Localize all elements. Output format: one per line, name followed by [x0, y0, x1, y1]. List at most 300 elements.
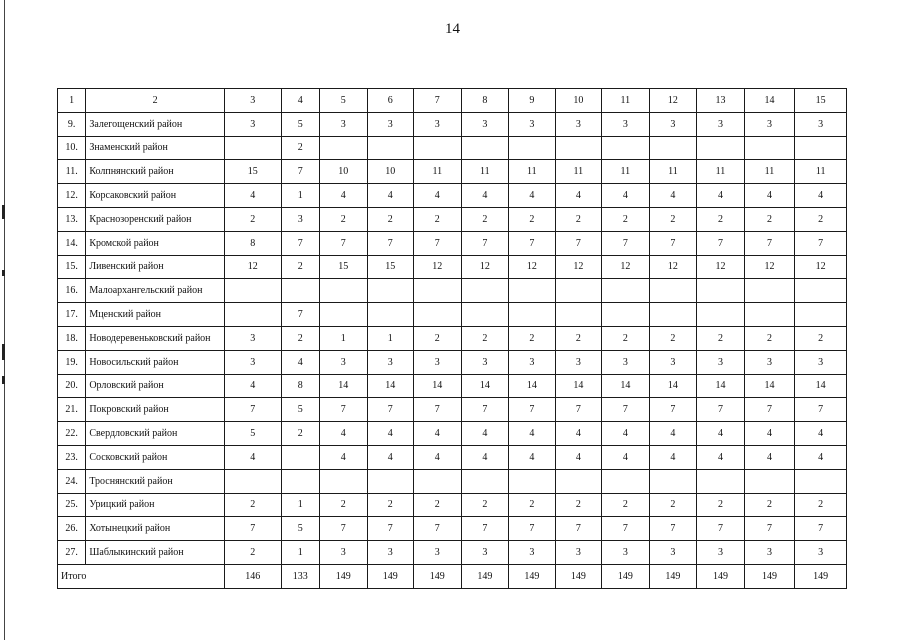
- value-cell: 7: [795, 398, 847, 422]
- value-cell: 4: [367, 422, 414, 446]
- value-cell: 7: [509, 517, 556, 541]
- row-number: 17.: [58, 303, 86, 327]
- value-cell: [649, 303, 697, 327]
- value-cell: 4: [414, 445, 462, 469]
- value-cell: 1: [281, 493, 319, 517]
- value-cell: [555, 136, 602, 160]
- district-name: Новодеревеньковский район: [86, 326, 225, 350]
- value-cell: 7: [509, 398, 556, 422]
- value-cell: 2: [555, 326, 602, 350]
- value-cell: 2: [697, 493, 745, 517]
- total-value: 149: [319, 564, 367, 588]
- value-cell: [224, 279, 281, 303]
- value-cell: 4: [319, 445, 367, 469]
- value-cell: 7: [555, 398, 602, 422]
- value-cell: 7: [414, 398, 462, 422]
- header-cell: 5: [319, 89, 367, 113]
- value-cell: 1: [319, 326, 367, 350]
- district-table: [57, 88, 847, 589]
- value-cell: 14: [461, 374, 509, 398]
- district-name: Орловский район: [86, 374, 225, 398]
- value-cell: [367, 279, 414, 303]
- margin-mark: [2, 270, 5, 276]
- value-cell: 2: [509, 493, 556, 517]
- value-cell: 7: [744, 231, 795, 255]
- value-cell: 4: [319, 184, 367, 208]
- value-cell: 3: [744, 541, 795, 565]
- header-cell: 7: [414, 89, 462, 113]
- value-cell: [461, 303, 509, 327]
- value-cell: 7: [697, 398, 745, 422]
- value-cell: 10: [319, 160, 367, 184]
- value-cell: 11: [509, 160, 556, 184]
- value-cell: 11: [461, 160, 509, 184]
- row-number: 16.: [58, 279, 86, 303]
- value-cell: [795, 279, 847, 303]
- value-cell: 4: [744, 445, 795, 469]
- table-row: [58, 136, 847, 160]
- value-cell: [414, 303, 462, 327]
- table-row: [58, 326, 847, 350]
- table-row: [58, 422, 847, 446]
- district-name: Малоархангельский район: [86, 279, 225, 303]
- value-cell: 3: [319, 350, 367, 374]
- value-cell: 7: [649, 231, 697, 255]
- value-cell: [509, 469, 556, 493]
- value-cell: 14: [697, 374, 745, 398]
- total-value: 149: [367, 564, 414, 588]
- value-cell: [509, 136, 556, 160]
- value-cell: [509, 279, 556, 303]
- value-cell: [649, 469, 697, 493]
- value-cell: 4: [649, 422, 697, 446]
- value-cell: 2: [795, 207, 847, 231]
- header-cell: 4: [281, 89, 319, 113]
- value-cell: 4: [224, 445, 281, 469]
- row-number: 11.: [58, 160, 86, 184]
- value-cell: 15: [367, 255, 414, 279]
- value-cell: [319, 469, 367, 493]
- value-cell: 3: [649, 112, 697, 136]
- value-cell: 7: [319, 517, 367, 541]
- value-cell: 3: [224, 112, 281, 136]
- value-cell: 7: [744, 398, 795, 422]
- value-cell: 14: [602, 374, 650, 398]
- value-cell: 2: [224, 541, 281, 565]
- value-cell: 7: [367, 517, 414, 541]
- row-number: 18.: [58, 326, 86, 350]
- value-cell: [697, 279, 745, 303]
- total-value: 149: [744, 564, 795, 588]
- value-cell: 4: [555, 184, 602, 208]
- value-cell: 2: [414, 493, 462, 517]
- value-cell: 4: [319, 422, 367, 446]
- value-cell: 2: [367, 207, 414, 231]
- value-cell: 4: [795, 184, 847, 208]
- table-row: [58, 279, 847, 303]
- value-cell: 2: [224, 493, 281, 517]
- header-cell: 1: [58, 89, 86, 113]
- value-cell: [649, 136, 697, 160]
- value-cell: 4: [509, 184, 556, 208]
- district-name: Свердловский район: [86, 422, 225, 446]
- row-number: 26.: [58, 517, 86, 541]
- value-cell: 12: [795, 255, 847, 279]
- value-cell: 7: [555, 231, 602, 255]
- row-number: 9.: [58, 112, 86, 136]
- value-cell: 7: [602, 398, 650, 422]
- row-number: 24.: [58, 469, 86, 493]
- value-cell: 15: [224, 160, 281, 184]
- district-name: Хотынецкий район: [86, 517, 225, 541]
- value-cell: 4: [414, 184, 462, 208]
- value-cell: [367, 469, 414, 493]
- value-cell: 4: [224, 374, 281, 398]
- value-cell: 4: [697, 422, 745, 446]
- value-cell: [414, 136, 462, 160]
- value-cell: 5: [281, 398, 319, 422]
- district-name: Троснянский район: [86, 469, 225, 493]
- value-cell: 3: [367, 350, 414, 374]
- value-cell: 2: [281, 255, 319, 279]
- table-row: [58, 469, 847, 493]
- value-cell: 3: [744, 350, 795, 374]
- value-cell: 14: [414, 374, 462, 398]
- district-name: Сосковский район: [86, 445, 225, 469]
- district-name: Покровский район: [86, 398, 225, 422]
- value-cell: [414, 469, 462, 493]
- header-cell: 8: [461, 89, 509, 113]
- total-value: 149: [509, 564, 556, 588]
- value-cell: [509, 303, 556, 327]
- value-cell: 3: [461, 541, 509, 565]
- value-cell: 3: [281, 207, 319, 231]
- value-cell: [744, 303, 795, 327]
- row-number: 12.: [58, 184, 86, 208]
- value-cell: 2: [649, 207, 697, 231]
- value-cell: [414, 279, 462, 303]
- table-row: [58, 112, 847, 136]
- row-number: 21.: [58, 398, 86, 422]
- table-row: [58, 207, 847, 231]
- value-cell: [281, 445, 319, 469]
- value-cell: 4: [649, 184, 697, 208]
- value-cell: 2: [281, 326, 319, 350]
- value-cell: 12: [509, 255, 556, 279]
- value-cell: 4: [795, 445, 847, 469]
- page-number: 14: [445, 21, 460, 37]
- value-cell: [555, 469, 602, 493]
- value-cell: 3: [697, 541, 745, 565]
- value-cell: 3: [555, 350, 602, 374]
- value-cell: 3: [602, 541, 650, 565]
- row-number: 15.: [58, 255, 86, 279]
- value-cell: 3: [414, 350, 462, 374]
- total-value: 149: [795, 564, 847, 588]
- value-cell: 15: [319, 255, 367, 279]
- value-cell: 2: [649, 493, 697, 517]
- value-cell: 7: [414, 517, 462, 541]
- value-cell: 3: [224, 326, 281, 350]
- value-cell: 12: [602, 255, 650, 279]
- value-cell: 3: [414, 112, 462, 136]
- value-cell: 4: [509, 445, 556, 469]
- value-cell: 11: [795, 160, 847, 184]
- header-cell: 14: [744, 89, 795, 113]
- table-row: [58, 517, 847, 541]
- value-cell: 12: [697, 255, 745, 279]
- value-cell: 2: [414, 326, 462, 350]
- value-cell: [602, 469, 650, 493]
- header-row: [58, 89, 847, 113]
- value-cell: 5: [281, 517, 319, 541]
- value-cell: 2: [697, 326, 745, 350]
- value-cell: 3: [509, 112, 556, 136]
- value-cell: 3: [555, 541, 602, 565]
- table-row: [58, 184, 847, 208]
- value-cell: 7: [744, 517, 795, 541]
- value-cell: 7: [461, 517, 509, 541]
- table-row: [58, 231, 847, 255]
- value-cell: 2: [509, 207, 556, 231]
- value-cell: 4: [602, 184, 650, 208]
- value-cell: 12: [461, 255, 509, 279]
- value-cell: [697, 303, 745, 327]
- value-cell: 7: [281, 160, 319, 184]
- value-cell: 12: [224, 255, 281, 279]
- value-cell: 4: [509, 422, 556, 446]
- value-cell: 2: [795, 326, 847, 350]
- value-cell: 2: [319, 207, 367, 231]
- value-cell: 7: [697, 231, 745, 255]
- district-name: Залегощенский район: [86, 112, 225, 136]
- value-cell: [224, 303, 281, 327]
- value-cell: [795, 469, 847, 493]
- table-row: [58, 160, 847, 184]
- district-name: Знаменский район: [86, 136, 225, 160]
- total-value: 149: [602, 564, 650, 588]
- district-name: Урицкий район: [86, 493, 225, 517]
- margin-mark: [2, 376, 5, 384]
- value-cell: 7: [697, 517, 745, 541]
- value-cell: [795, 136, 847, 160]
- value-cell: 12: [555, 255, 602, 279]
- value-cell: 7: [281, 303, 319, 327]
- value-cell: 7: [461, 398, 509, 422]
- value-cell: [649, 279, 697, 303]
- value-cell: 2: [555, 493, 602, 517]
- total-value: 149: [649, 564, 697, 588]
- left-margin-line: [4, 0, 5, 640]
- value-cell: 2: [461, 207, 509, 231]
- header-cell: 15: [795, 89, 847, 113]
- value-cell: 3: [697, 112, 745, 136]
- value-cell: 14: [744, 374, 795, 398]
- value-cell: 7: [509, 231, 556, 255]
- total-value: 149: [461, 564, 509, 588]
- value-cell: 4: [697, 184, 745, 208]
- value-cell: [697, 136, 745, 160]
- value-cell: 4: [414, 422, 462, 446]
- total-value: 149: [555, 564, 602, 588]
- value-cell: 7: [795, 231, 847, 255]
- value-cell: 2: [281, 422, 319, 446]
- value-cell: 4: [367, 184, 414, 208]
- value-cell: 4: [649, 445, 697, 469]
- value-cell: 3: [795, 541, 847, 565]
- value-cell: 3: [461, 350, 509, 374]
- value-cell: 4: [744, 422, 795, 446]
- value-cell: 14: [555, 374, 602, 398]
- value-cell: 3: [367, 541, 414, 565]
- value-cell: [367, 303, 414, 327]
- total-value: 133: [281, 564, 319, 588]
- table-row: [58, 398, 847, 422]
- value-cell: [744, 279, 795, 303]
- value-cell: 3: [414, 541, 462, 565]
- value-cell: 4: [224, 184, 281, 208]
- table-row: [58, 445, 847, 469]
- value-cell: 14: [367, 374, 414, 398]
- district-name: Кромской район: [86, 231, 225, 255]
- value-cell: [367, 136, 414, 160]
- value-cell: 2: [602, 326, 650, 350]
- table-body: [58, 89, 847, 589]
- row-number: 10.: [58, 136, 86, 160]
- value-cell: [281, 279, 319, 303]
- value-cell: 14: [795, 374, 847, 398]
- table-row: [58, 493, 847, 517]
- row-number: 23.: [58, 445, 86, 469]
- value-cell: 11: [414, 160, 462, 184]
- value-cell: 3: [319, 112, 367, 136]
- district-name: Краснозоренский район: [86, 207, 225, 231]
- value-cell: 3: [744, 112, 795, 136]
- value-cell: 7: [319, 231, 367, 255]
- value-cell: [281, 469, 319, 493]
- district-name: Мценский район: [86, 303, 225, 327]
- value-cell: 1: [367, 326, 414, 350]
- value-cell: 3: [367, 112, 414, 136]
- value-cell: 7: [649, 398, 697, 422]
- value-cell: 2: [461, 326, 509, 350]
- header-cell: 2: [86, 89, 225, 113]
- table-row: [58, 374, 847, 398]
- value-cell: [555, 303, 602, 327]
- row-number: 22.: [58, 422, 86, 446]
- value-cell: 8: [224, 231, 281, 255]
- value-cell: 7: [649, 517, 697, 541]
- value-cell: 14: [509, 374, 556, 398]
- value-cell: 7: [461, 231, 509, 255]
- value-cell: 11: [602, 160, 650, 184]
- value-cell: 2: [509, 326, 556, 350]
- value-cell: 5: [224, 422, 281, 446]
- row-number: 19.: [58, 350, 86, 374]
- district-name: Новосильский район: [86, 350, 225, 374]
- total-row: [58, 564, 847, 588]
- value-cell: 8: [281, 374, 319, 398]
- value-cell: [795, 303, 847, 327]
- value-cell: 7: [367, 231, 414, 255]
- district-name: Корсаковский район: [86, 184, 225, 208]
- row-number: 14.: [58, 231, 86, 255]
- value-cell: [744, 469, 795, 493]
- value-cell: 7: [414, 231, 462, 255]
- value-cell: 3: [602, 350, 650, 374]
- margin-mark: [2, 205, 5, 219]
- value-cell: [461, 279, 509, 303]
- value-cell: 11: [697, 160, 745, 184]
- value-cell: [602, 303, 650, 327]
- value-cell: 4: [367, 445, 414, 469]
- value-cell: 4: [795, 422, 847, 446]
- value-cell: 2: [649, 326, 697, 350]
- value-cell: 2: [414, 207, 462, 231]
- total-value: 146: [224, 564, 281, 588]
- margin-mark: [2, 344, 5, 360]
- row-number: 27.: [58, 541, 86, 565]
- header-cell: 6: [367, 89, 414, 113]
- value-cell: 7: [367, 398, 414, 422]
- value-cell: 2: [602, 493, 650, 517]
- value-cell: 2: [461, 493, 509, 517]
- value-cell: [461, 469, 509, 493]
- value-cell: 2: [602, 207, 650, 231]
- total-label: Итого: [58, 564, 225, 588]
- value-cell: 4: [602, 422, 650, 446]
- value-cell: [319, 303, 367, 327]
- value-cell: 1: [281, 184, 319, 208]
- value-cell: 5: [281, 112, 319, 136]
- value-cell: 4: [281, 350, 319, 374]
- value-cell: [224, 469, 281, 493]
- district-name: Ливенский район: [86, 255, 225, 279]
- value-cell: 14: [649, 374, 697, 398]
- value-cell: 3: [509, 350, 556, 374]
- value-cell: 3: [602, 112, 650, 136]
- value-cell: 10: [367, 160, 414, 184]
- total-value: 149: [414, 564, 462, 588]
- value-cell: [697, 469, 745, 493]
- table-row: [58, 255, 847, 279]
- value-cell: 7: [602, 231, 650, 255]
- value-cell: 2: [319, 493, 367, 517]
- value-cell: 3: [461, 112, 509, 136]
- value-cell: 7: [281, 231, 319, 255]
- header-cell: 11: [602, 89, 650, 113]
- value-cell: 4: [555, 445, 602, 469]
- value-cell: 2: [555, 207, 602, 231]
- value-cell: 4: [697, 445, 745, 469]
- value-cell: 3: [795, 112, 847, 136]
- value-cell: 3: [649, 541, 697, 565]
- district-name: Колпнянский район: [86, 160, 225, 184]
- value-cell: 3: [649, 350, 697, 374]
- value-cell: 12: [744, 255, 795, 279]
- value-cell: 11: [744, 160, 795, 184]
- value-cell: 3: [224, 350, 281, 374]
- value-cell: 2: [367, 493, 414, 517]
- value-cell: 2: [744, 207, 795, 231]
- header-cell: 9: [509, 89, 556, 113]
- value-cell: [319, 279, 367, 303]
- value-cell: 3: [795, 350, 847, 374]
- value-cell: [461, 136, 509, 160]
- header-cell: 10: [555, 89, 602, 113]
- value-cell: 11: [649, 160, 697, 184]
- table-row: [58, 541, 847, 565]
